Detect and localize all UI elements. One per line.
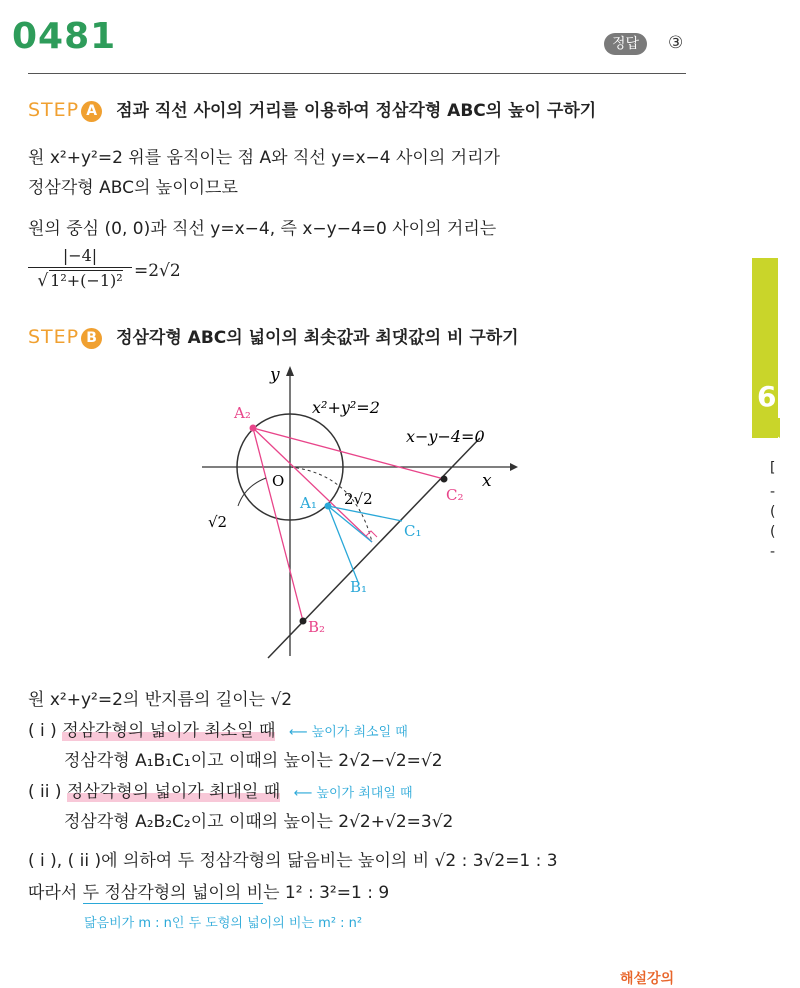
fraction-bar [28, 267, 132, 268]
fraction [28, 246, 132, 291]
case1-number: ( i ) [28, 721, 57, 741]
case2-number: ( ii ) [28, 782, 62, 802]
label-b2: B₂ [308, 618, 326, 636]
case2-detail: 정삼각형 A₂B₂C₂이고 이때의 높이는 2√2+√2=3√2 [64, 812, 454, 832]
step-label: STEP [28, 326, 80, 348]
x-axis-arrow [510, 463, 518, 471]
label-c2: C₂ [446, 486, 464, 504]
case2-note-text: 높이가 최대일 때 [316, 786, 413, 801]
y-axis-label: y [270, 365, 280, 385]
label-b1: B₁ [350, 578, 368, 596]
footer-label[interactable]: 해설강의 [620, 971, 675, 987]
hint-note: 닮음비가 m : n인 두 도형의 넓이의 비는 m² : n² [84, 916, 363, 931]
chapter-tab-notch [752, 418, 780, 442]
case2-row [28, 777, 413, 802]
y-axis-arrow [286, 366, 294, 376]
point-a2 [250, 425, 257, 432]
step-a-heading [28, 96, 596, 122]
circle-equation: x²+y²=2 [312, 398, 380, 417]
conclusion-prefix: 따라서 [28, 883, 83, 903]
sidebar-char-1: [ [770, 460, 776, 476]
radius-line: 원 x²+y²=2의 반지름의 길이는 √2 [28, 690, 293, 710]
fraction-result: =2√2 [134, 261, 181, 281]
line-equation: x−y−4=0 [406, 427, 485, 446]
fraction-numerator: |−4| [62, 246, 98, 265]
line-graph [268, 438, 480, 658]
sidebar-char-3: ( [770, 504, 776, 520]
case2-title: 정삼각형의 넓이가 최대일 때 [66, 782, 281, 802]
problem-number: 0481 [12, 16, 117, 57]
conclusion-suffix: 는 1² : 3²=1 : 9 [263, 883, 390, 903]
case1-note: ⟵ 높이가 최소일 때 [288, 725, 408, 740]
fraction-denominator: 1²+(−1)² [50, 271, 123, 290]
step-b-title: 정삼각형 ABC의 넓이의 최솟값과 최댓값의 비 구하기 [116, 328, 519, 348]
chapter-number: 6 [757, 380, 777, 413]
radius-pointer [238, 478, 266, 506]
radius-label: √2 [208, 513, 228, 531]
conclusion-line [28, 878, 389, 903]
step-a-p2: 원의 중심 (0, 0)과 직선 y=x−4, 즉 x−y−4=0 사이의 거리는 [28, 219, 497, 239]
sqrt-symbol: √ [37, 271, 49, 291]
ratio-line: ( i ), ( ii )에 의하여 두 정삼각형의 닮음비는 높이의 비 √2 : 3√2=1 : 3 [28, 851, 558, 871]
triangle-a1b1c1 [328, 506, 402, 582]
step-b-letter: B [81, 328, 102, 349]
case2-note: ⟵ 높이가 최대일 때 [293, 786, 413, 801]
case1-detail: 정삼각형 A₁B₁C₁이고 이때의 높이는 2√2−√2=√2 [64, 751, 443, 771]
step-b-heading [28, 323, 519, 349]
point-a1 [325, 503, 332, 510]
answer-value: ③ [668, 33, 684, 53]
sidebar-char-5: - [770, 544, 776, 560]
x-axis-label: x [482, 471, 492, 491]
sidebar-char-4: ( [770, 524, 776, 540]
label-a2: A₂ [234, 404, 251, 422]
case1-note-text: 높이가 최소일 때 [311, 725, 408, 740]
geometry-figure [190, 356, 530, 666]
conclusion-highlight: 두 정삼각형의 넓이의 비 [82, 883, 264, 903]
step-label: STEP [28, 99, 80, 121]
sidebar-char-2: - [770, 484, 776, 500]
case1-row [28, 716, 408, 741]
label-a1: A₁ [300, 494, 317, 512]
point-c2 [441, 476, 448, 483]
step-a-p1a: 원 x²+y²=2 위를 움직이는 점 A와 직선 y=x−4 사이의 거리가 [28, 148, 500, 168]
point-b2 [300, 618, 307, 625]
answer-badge: 정답 [604, 33, 647, 55]
origin-label: O [272, 472, 285, 490]
label-c1: C₁ [404, 522, 422, 540]
dist-label: 2√2 [344, 490, 373, 508]
right-angle-mark [366, 531, 377, 537]
case1-title: 정삼각형의 넓이가 최소일 때 [62, 721, 276, 741]
height-a2 [253, 428, 372, 542]
step-a-p1b: 정삼각형 ABC의 높이이므로 [28, 178, 238, 198]
step-a-title: 점과 직선 사이의 거리를 이용하여 정삼각형 ABC의 높이 구하기 [116, 101, 597, 121]
header-divider [28, 73, 686, 74]
step-a-letter: A [81, 101, 102, 122]
